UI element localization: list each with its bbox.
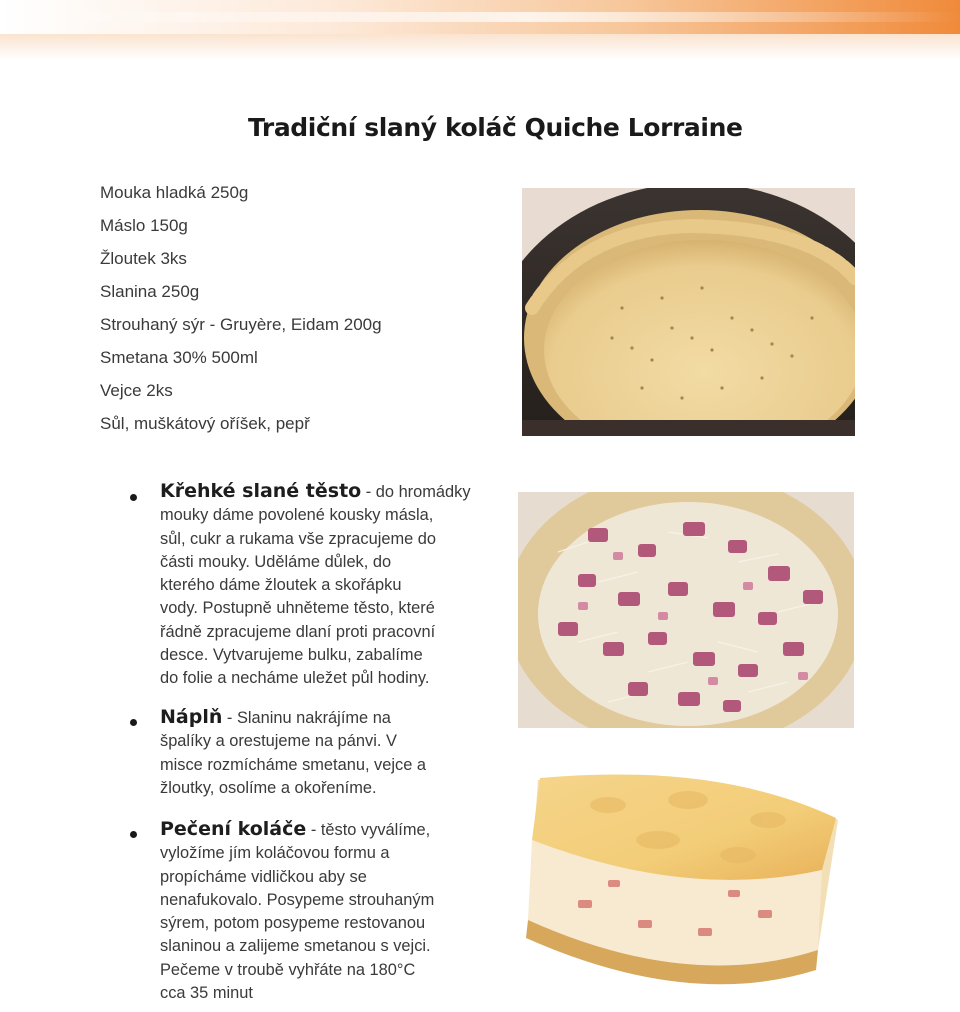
bullet-dot bbox=[130, 719, 137, 726]
step-dough-line: vody. Postupně uhněteme těsto, které bbox=[160, 599, 435, 618]
bullet-dot bbox=[130, 831, 137, 838]
step-filling-line: - Slaninu nakrájíme na bbox=[222, 709, 391, 727]
step-dough-line: mouky dáme povolené kousky másla, bbox=[160, 506, 434, 525]
step-dough-line: části mouky. Uděláme důlek, do bbox=[160, 552, 392, 571]
step-baking-line: vyložíme jím koláčovou formu a bbox=[160, 844, 390, 863]
top-banner-fade bbox=[0, 34, 960, 60]
step-dough-line: řádně zpracujeme dlaní proti pracovní bbox=[160, 622, 436, 641]
bullet-dot bbox=[130, 494, 137, 501]
ingredient-item: Mouka hladká 250g bbox=[100, 183, 249, 202]
step-dough-line: - do hromádky bbox=[361, 483, 471, 501]
ingredient-item: Strouhaný sýr - Gruyère, Eidam 200g bbox=[100, 315, 382, 334]
step-baking-line: slaninou a zalijeme smetanou s vejci. bbox=[160, 937, 431, 956]
ingredient-item: Žloutek 3ks bbox=[100, 249, 187, 268]
page-title: Tradiční slaný koláč Quiche Lorraine bbox=[248, 113, 743, 142]
step-dough-title: Křehké slané těsto bbox=[160, 480, 362, 502]
step-baking-line: sýrem, potom posypeme restovanou bbox=[160, 914, 426, 933]
top-banner bbox=[0, 0, 960, 34]
step-dough-line: sůl, cukr a rukama vše zpracujeme do bbox=[160, 529, 437, 548]
step-dough-line: desce. Vytvarujeme bulku, zabalíme bbox=[160, 646, 423, 665]
ingredient-item: Slanina 250g bbox=[100, 282, 200, 301]
step-baking-title: Pečení koláče bbox=[160, 818, 307, 840]
ingredient-item: Smetana 30% 500ml bbox=[100, 348, 258, 367]
step-filling-line: špalíky a orestujeme na pánvi. V bbox=[160, 732, 397, 751]
step-dough-line: kterého dáme žloutek a skořápku bbox=[160, 576, 402, 595]
ingredients-list bbox=[100, 176, 382, 440]
step-baking-line: propícháme vidličkou aby se bbox=[160, 867, 367, 886]
step-baking-line: - těsto vyválíme, bbox=[306, 821, 431, 839]
ingredient-item: Máslo 150g bbox=[100, 216, 188, 235]
step-filling-line: žloutky, osolíme a okořeníme. bbox=[160, 778, 377, 797]
step-baking-line: nenafukovalo. Posypeme strouhaným bbox=[160, 890, 435, 909]
step-baking-text bbox=[160, 818, 510, 1005]
step-filling-title: Náplň bbox=[160, 706, 223, 728]
step-baking-line: cca 35 minut bbox=[160, 984, 253, 1003]
step-dough-line: do folie a necháme uležet půl hodiny. bbox=[160, 669, 430, 688]
step-dough-text bbox=[160, 480, 510, 691]
photo-crust-in-pan bbox=[522, 188, 855, 436]
photo-filling bbox=[518, 492, 854, 728]
ingredient-item: Sůl, muškátový oříšek, pepř bbox=[100, 414, 310, 433]
step-baking-line: Pečeme v troubě vyhřáte na 180°C bbox=[160, 960, 416, 979]
step-filling-line: misce rozmícháme smetanu, vejce a bbox=[160, 755, 426, 774]
step-filling-text bbox=[160, 706, 510, 800]
photo-quiche-slice bbox=[518, 760, 854, 1006]
ingredient-item: Vejce 2ks bbox=[100, 381, 173, 400]
